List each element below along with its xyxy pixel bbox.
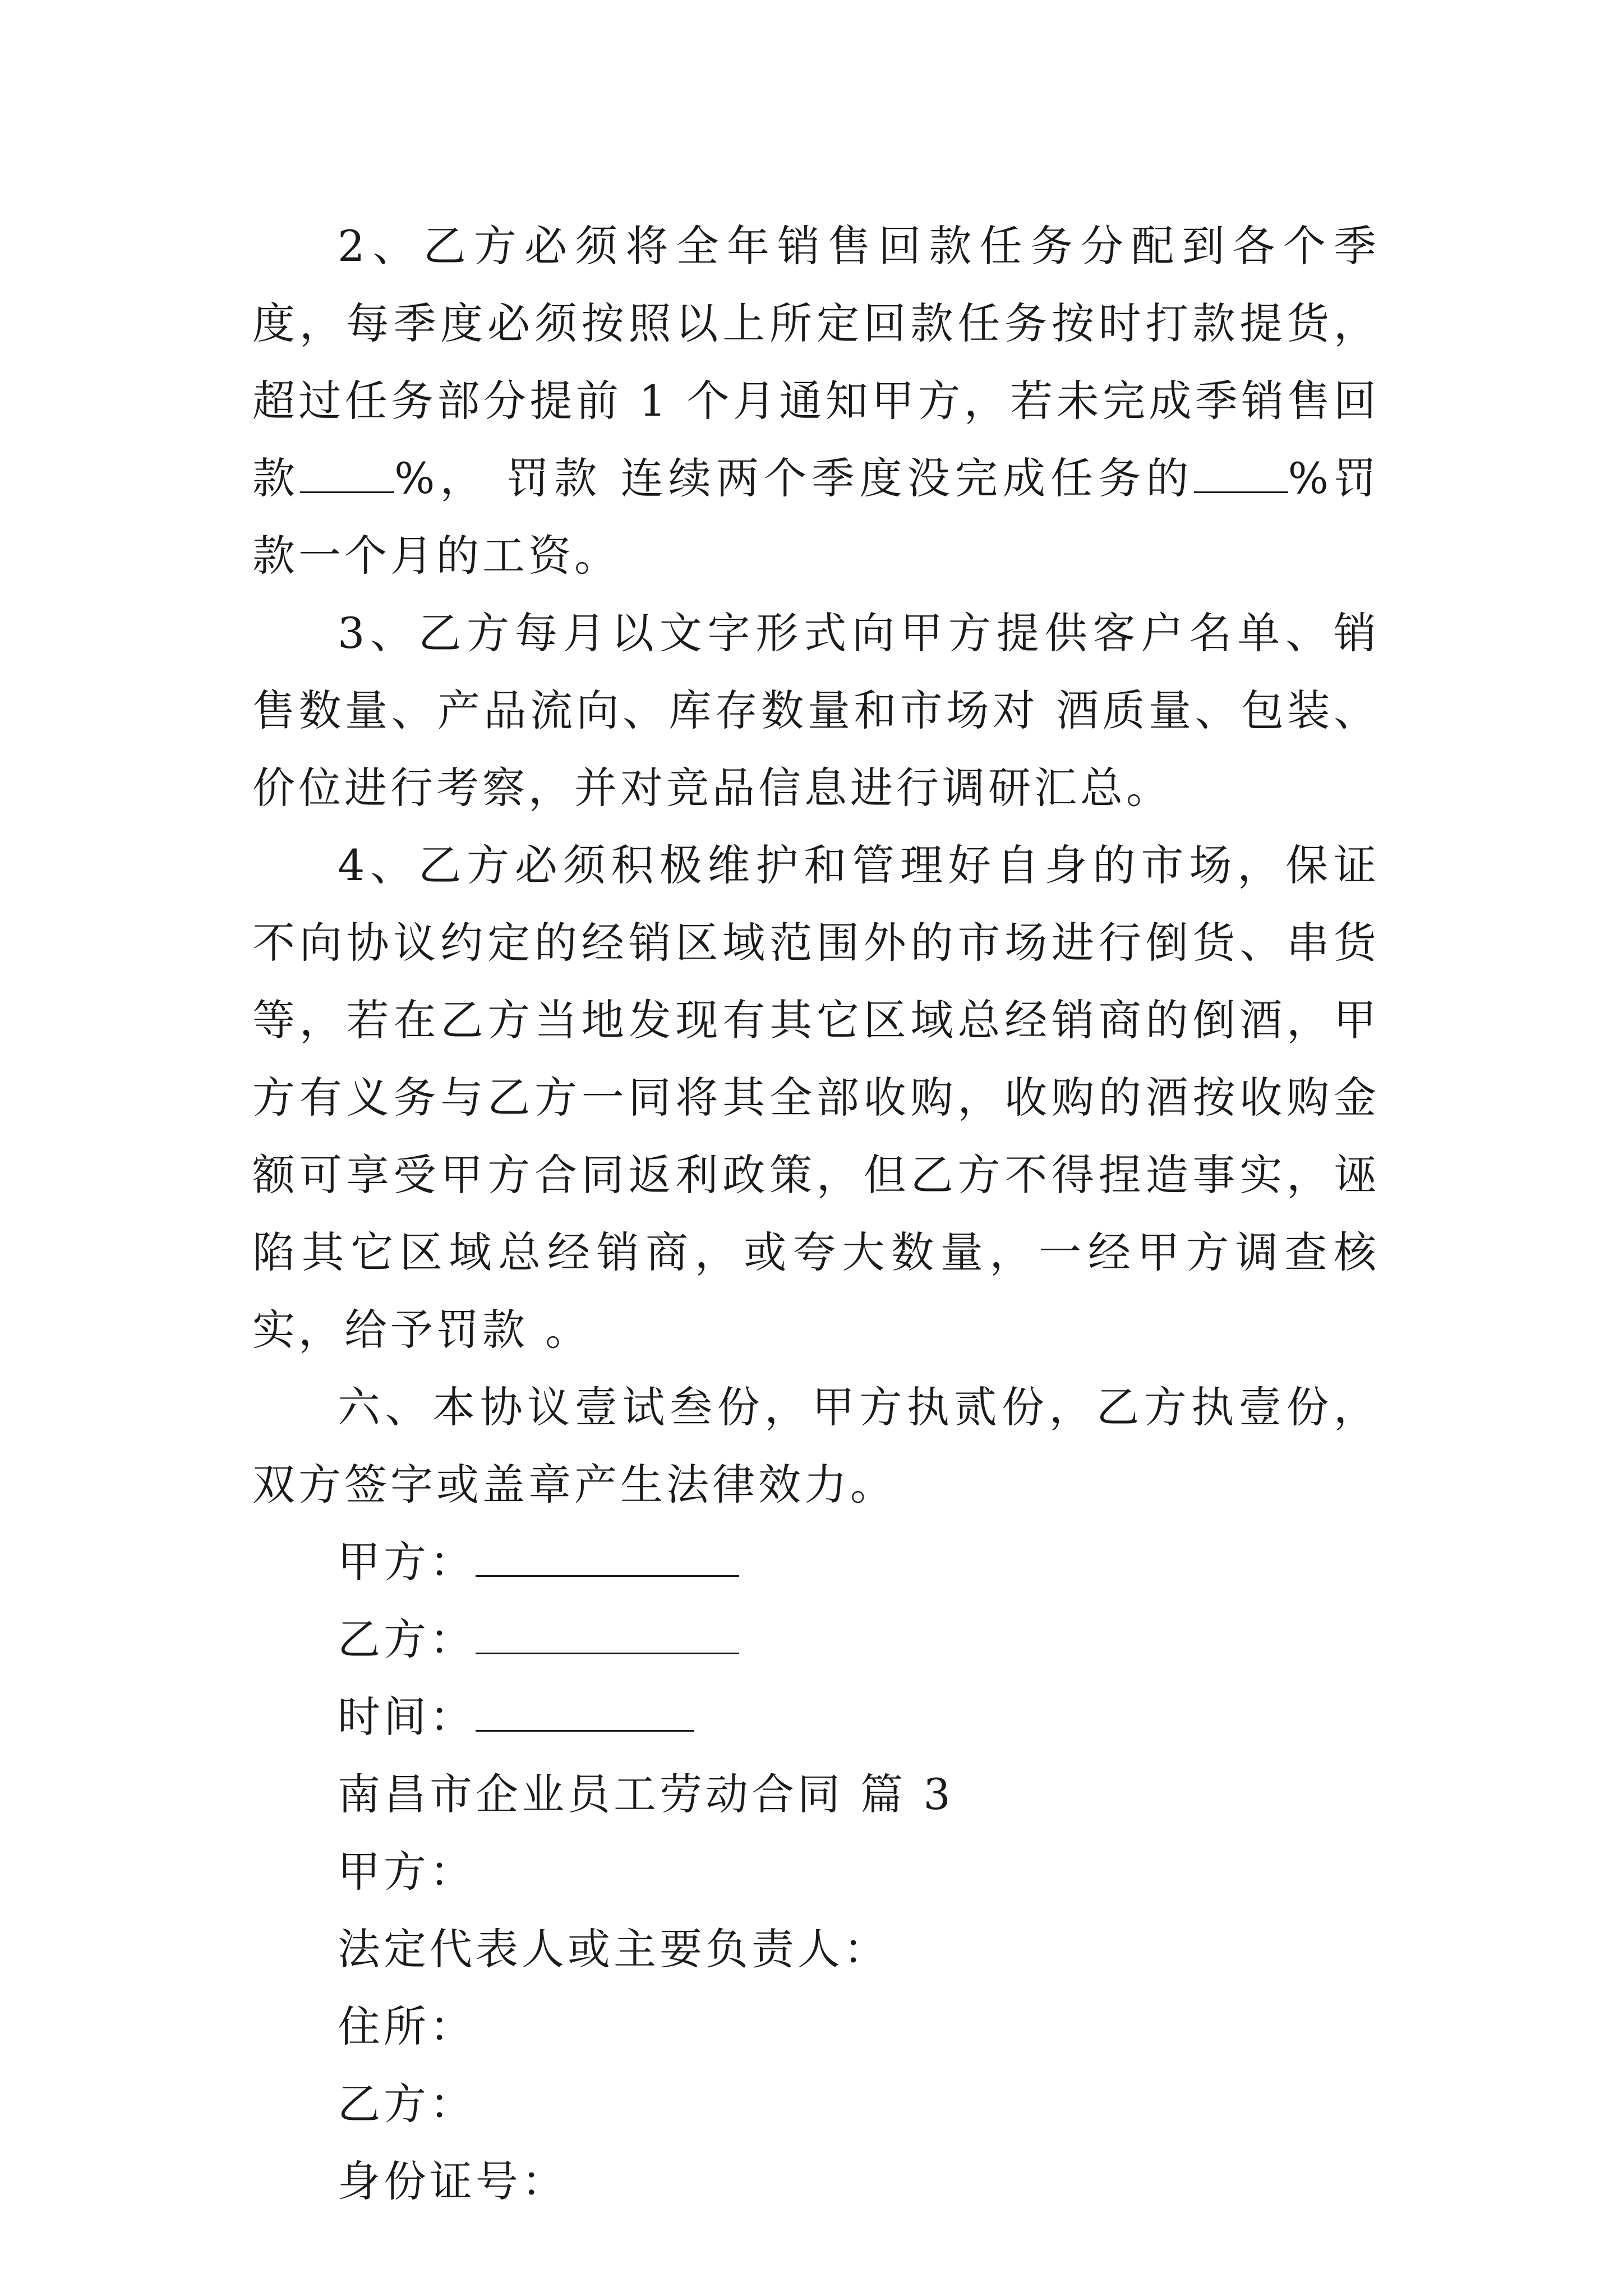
signature-label: 乙方： (338, 1614, 476, 1664)
section-heading: 南昌市企业员工劳动合同 篇 3 (338, 1769, 954, 1819)
clause-text: %罚款一个月的工资。 (252, 453, 1380, 581)
section-six: 六、本协议壹试叁份，甲方执贰份，乙方执壹份，双方签字或盖章产生法律效力。 (252, 1382, 1380, 1510)
clause-4 (252, 827, 1380, 1369)
signature-party-b (252, 1601, 1380, 1678)
signature-label: 时间： (338, 1692, 476, 1742)
clause-text: 、乙方必须将全年销售回款任务分配到各个季度，每季度必须按照以上所定回款任务按时打款提货，超过任务部分提前 1 个月通知甲方，若未完成季销售回款 (252, 221, 1380, 503)
clause-number: 4 (338, 840, 368, 890)
blank-line (300, 457, 394, 493)
field-id-number: 身份证号： (338, 2156, 568, 2206)
signature-label: 甲方： (338, 1537, 476, 1587)
clause-number: 3 (338, 608, 368, 658)
clause-text: 、乙方必须积极维护和管理好自身的市场，保证不向协议约定的经销区域范围外的市场进行倒货、串货等，若在乙方当地发现有其它区域总经销商的倒酒，甲方有义务与乙方一同将其全部收购，收购的酒按收购金额可享受甲方合同返利政策，但乙方不得捏造事实，诬陷其它区域总经销商，或夸大数量，一经甲方调查核实，给予罚款 。 (252, 840, 1380, 1355)
document-body (252, 208, 1380, 2220)
field-legal-representative: 法定代表人或主要负责人： (338, 1924, 889, 1974)
blank-line (1194, 457, 1288, 493)
signature-blank (476, 1618, 739, 1654)
field-party-a: 甲方： (338, 1847, 476, 1897)
clause-number: 2 (338, 221, 368, 271)
clause-text: 、乙方每月以文字形式向甲方提供客户名单、销售数量、产品流向、库存数量和市场对 酒质量、包装、价位进行考察，并对竞品信息进行调研汇总。 (252, 608, 1380, 813)
clause-2 (252, 208, 1380, 595)
signature-party-a (252, 1524, 1380, 1601)
signature-time (252, 1678, 1380, 1756)
clause-text: %， 罚款 连续两个季度没完成任务的 (394, 453, 1194, 503)
signature-blank (476, 1540, 739, 1577)
field-address: 住所： (338, 2001, 476, 2051)
clause-3 (252, 595, 1380, 827)
signature-blank (476, 1695, 694, 1732)
field-party-b: 乙方： (338, 2079, 476, 2129)
